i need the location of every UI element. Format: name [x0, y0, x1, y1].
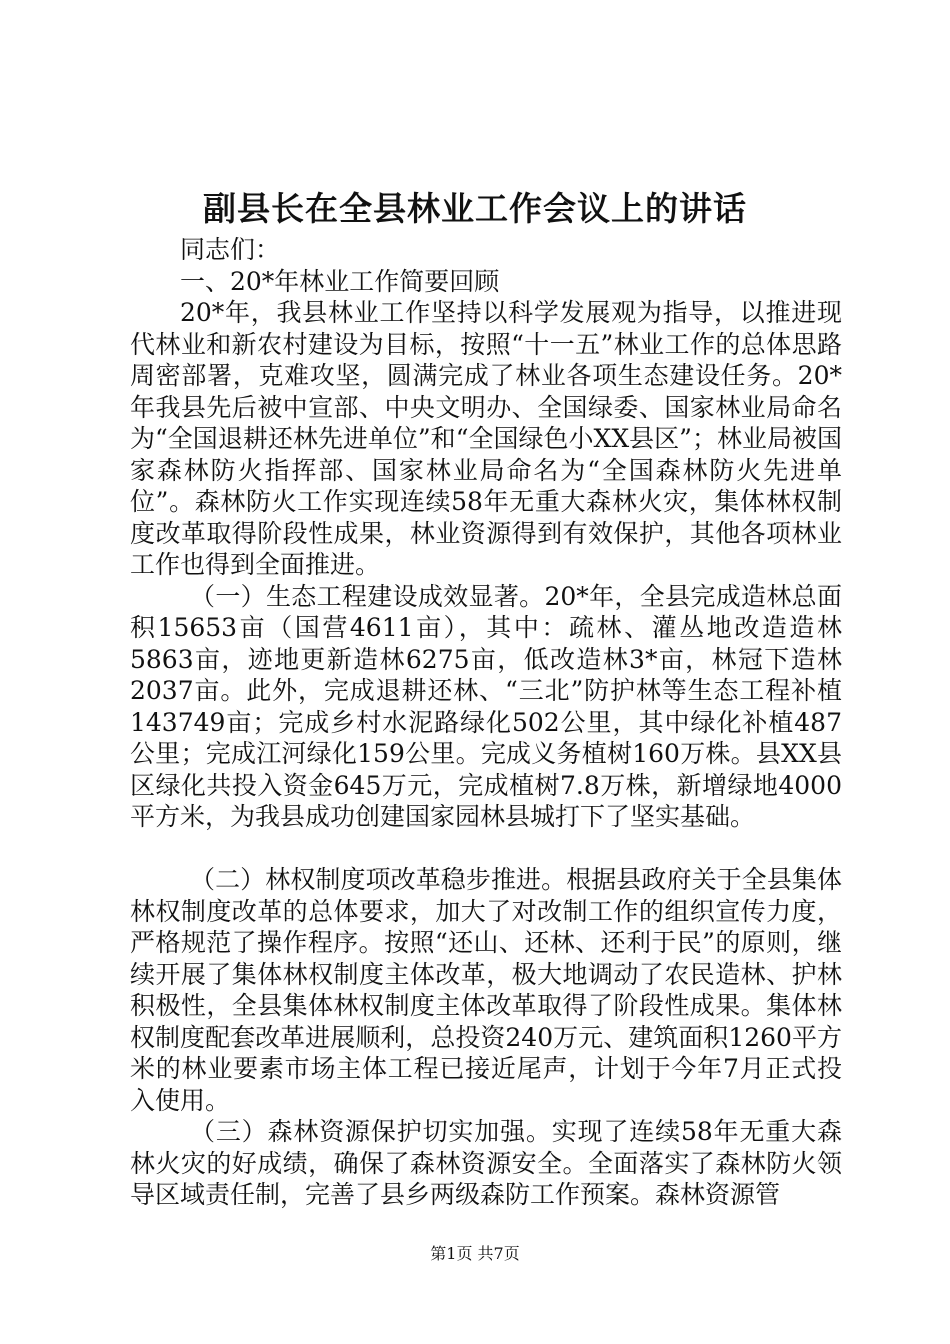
document-body — [130, 234, 842, 1211]
page-number-footer: 第1页 共7页 — [430, 1244, 520, 1263]
paragraph-overview: 20*年，我县林业工作坚持以科学发展观为指导，以推进现代林业和新农村建设为目标，按照“十一五”林业工作的总体思路周密部署，克难攻坚，圆满完成了林业各项生态建设任务。20*年我县先后被中宣部、中央文明办、全国绿委、国家林业局命名为“全国退耕还林先进单位”和“全国绿色小XX县区”；林业局被国家森林防火指挥部、国家林业局命名为“全国森林防火先进单位”。森林防火工作实现连续58年无重大森林火灾，集体林权制度改革取得阶段性成果，林业资源得到有效保护，其他各项林业工作也得到全面推进。 — [130, 298, 842, 579]
paragraph-resource-protection: （三）森林资源保护切实加强。实现了连续58年无重大森林火灾的好成绩，确保了森林资源安全。全面落实了森林防火领导区域责任制，完善了县乡两级森防工作预案。森林资源管 — [130, 1117, 842, 1209]
salutation: 同志们： — [180, 235, 281, 264]
paragraph-spacer — [130, 833, 842, 865]
paragraph-forest-rights: （二）林权制度项改革稳步推进。根据县政府关于全县集体林权制度改革的总体要求，加大了对改制工作的组织宣传力度，严格规范了操作程序。按照“还山、还林、还利于民”的原则，继续开展了集体林权制度主体改革，极大地调动了农民造林、护林积极性，全县集体林权制度主体改革取得了阶段性成果。集体林权制度配套改革进展顺利，总投资240万元、建筑面积1260平方米的林业要素市场主体工程已接近尾声，计划于今年7月正式投入使用。 — [130, 865, 842, 1115]
document-title: 副县长在全县林业工作会议上的讲话 — [203, 189, 747, 228]
paragraph-ecology: （一）生态工程建设成效显著。20*年，全县完成造林总面积15653亩（国营4611亩），其中：疏林、灌丛地改造造林5863亩，迹地更新造林6275亩，低改造林3*亩，林冠下造林2037亩。此外，完成退耕还林、“三北”防护林等生态工程补植143749亩；完成乡村水泥路绿化502公里，其中绿化补植487公里；完成江河绿化159公里。完成义务植树160万株。县XX县区绿化共投入资金645万元，完成植树7.8万株，新增绿地4000平方米，为我县成功创建国家园林县城打下了坚实基础。 — [130, 581, 842, 831]
section-heading: 一、20*年林业工作简要回顾 — [180, 266, 500, 296]
